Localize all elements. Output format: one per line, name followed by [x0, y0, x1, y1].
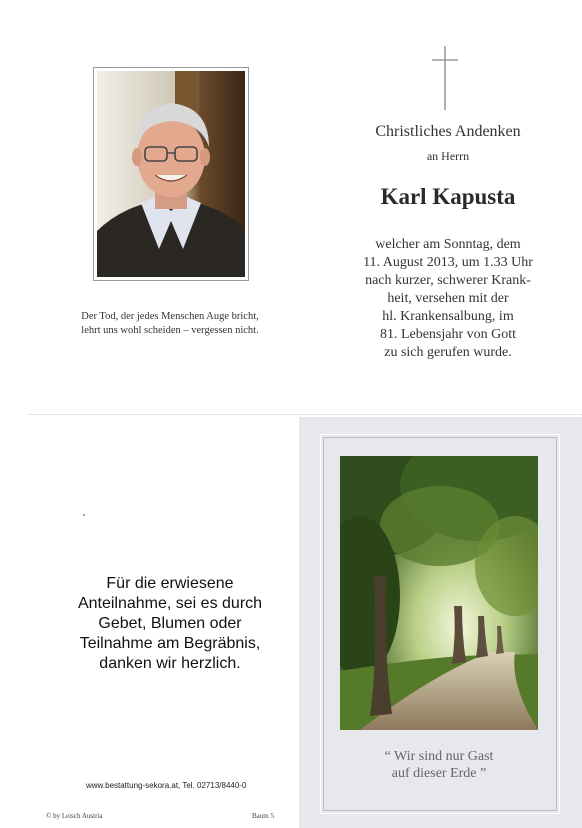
portrait-image — [97, 71, 245, 277]
quote-line: Der Tod, der jedes Menschen Auge bricht, — [81, 311, 259, 322]
funeral-home-contact: www.bestattung-sekora.at, Tel. 02713/8440-0 — [86, 781, 247, 790]
verse-line: auf dieser Erde ” — [391, 766, 487, 781]
thanks-text — [45, 574, 295, 674]
tree-avenue-image — [340, 456, 538, 730]
design-code: Baum 5 — [252, 812, 274, 820]
fold-line — [28, 414, 582, 415]
print-speck — [83, 514, 85, 516]
obituary-line: nach kurzer, schwerer Krank- — [365, 273, 531, 288]
verse-text — [340, 748, 538, 782]
copyright-note: © by Leisch Austria — [46, 812, 103, 820]
obituary-text — [318, 236, 578, 362]
verse-line: “ Wir sind nur Gast — [384, 749, 494, 764]
obituary-subtitle: Christliches Andenken — [375, 123, 521, 140]
thanks-line: Teilnahme am Begräbnis, — [79, 635, 261, 652]
thanks-line: danken wir herzlich. — [99, 655, 241, 672]
obituary-line: hl. Krankensalbung, im — [382, 309, 514, 324]
thanks-line: Gebet, Blumen oder — [98, 615, 242, 632]
obituary-line: 81. Lebensjahr von Gott — [379, 327, 517, 342]
thanks-line: Für die erwiesene — [106, 575, 234, 592]
quote-line: lehrt uns wohl scheiden – vergessen nicht. — [81, 325, 259, 336]
portrait-photo-frame — [93, 67, 249, 281]
obituary-line: 11. August 2013, um 1.33 Uhr — [363, 255, 533, 270]
obituary-line: welcher am Sonntag, dem — [375, 237, 521, 252]
cross-icon — [430, 46, 460, 110]
obituary-salutation: an Herrn — [426, 149, 470, 163]
memorial-quote — [40, 310, 300, 338]
obituary-line: zu sich gerufen wurde. — [384, 345, 512, 360]
thanks-line: Anteilnahme, sei es durch — [77, 595, 263, 612]
obituary-line: heit, versehen mit der — [387, 291, 509, 306]
deceased-name: Karl Kapusta — [380, 184, 516, 209]
landscape-illustration — [340, 456, 538, 730]
portrait-photo — [97, 71, 245, 277]
